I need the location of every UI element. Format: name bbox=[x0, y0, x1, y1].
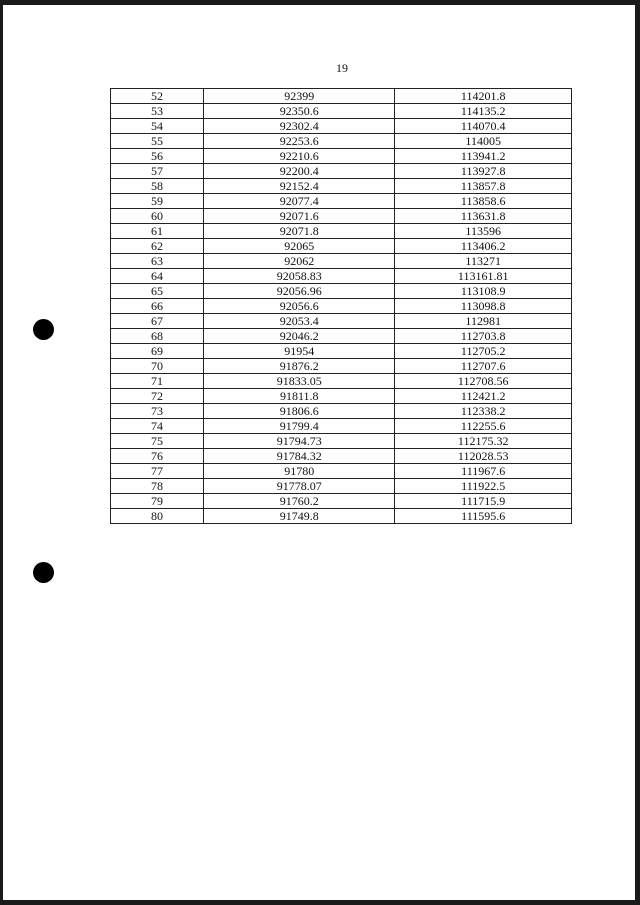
table-cell: 92077.4 bbox=[204, 194, 395, 209]
table-cell: 73 bbox=[111, 404, 204, 419]
table-cell: 91749.8 bbox=[204, 509, 395, 524]
table-row bbox=[111, 464, 572, 479]
table-row bbox=[111, 134, 572, 149]
table-cell: 91833.05 bbox=[204, 374, 395, 389]
table-cell: 113406.2 bbox=[395, 239, 572, 254]
table-cell: 91876.2 bbox=[204, 359, 395, 374]
table-row bbox=[111, 104, 572, 119]
table-row bbox=[111, 494, 572, 509]
table-row bbox=[111, 299, 572, 314]
table-row bbox=[111, 344, 572, 359]
table-row bbox=[111, 374, 572, 389]
table-cell: 92046.2 bbox=[204, 329, 395, 344]
table-row bbox=[111, 389, 572, 404]
table-cell: 92253.6 bbox=[204, 134, 395, 149]
table-row bbox=[111, 509, 572, 524]
table-cell: 113161.81 bbox=[395, 269, 572, 284]
table-cell: 55 bbox=[111, 134, 204, 149]
table-cell: 53 bbox=[111, 104, 204, 119]
table-cell: 76 bbox=[111, 449, 204, 464]
table-cell: 67 bbox=[111, 314, 204, 329]
table-row bbox=[111, 284, 572, 299]
table-cell: 112705.2 bbox=[395, 344, 572, 359]
table-row bbox=[111, 224, 572, 239]
table-cell: 91778.07 bbox=[204, 479, 395, 494]
table-cell: 59 bbox=[111, 194, 204, 209]
table-row bbox=[111, 119, 572, 134]
table-cell: 92152.4 bbox=[204, 179, 395, 194]
table-row bbox=[111, 179, 572, 194]
table-cell: 92302.4 bbox=[204, 119, 395, 134]
table-cell: 92071.8 bbox=[204, 224, 395, 239]
table-cell: 91799.4 bbox=[204, 419, 395, 434]
table-cell: 58 bbox=[111, 179, 204, 194]
table-body bbox=[111, 89, 572, 524]
table-cell: 91760.2 bbox=[204, 494, 395, 509]
table-row bbox=[111, 269, 572, 284]
table-row bbox=[111, 479, 572, 494]
table-cell: 92062 bbox=[204, 254, 395, 269]
table-cell: 112708.56 bbox=[395, 374, 572, 389]
table-cell: 77 bbox=[111, 464, 204, 479]
table-cell: 56 bbox=[111, 149, 204, 164]
table-cell: 114070.4 bbox=[395, 119, 572, 134]
table-cell: 113858.6 bbox=[395, 194, 572, 209]
table-row bbox=[111, 254, 572, 269]
table-row bbox=[111, 329, 572, 344]
table-cell: 54 bbox=[111, 119, 204, 134]
table-cell: 113098.8 bbox=[395, 299, 572, 314]
table-cell: 112175.32 bbox=[395, 434, 572, 449]
table-cell: 68 bbox=[111, 329, 204, 344]
table-cell: 72 bbox=[111, 389, 204, 404]
punch-hole-mark bbox=[33, 562, 54, 583]
table-cell: 52 bbox=[111, 89, 204, 104]
table-cell: 79 bbox=[111, 494, 204, 509]
table-cell: 62 bbox=[111, 239, 204, 254]
punch-hole-mark bbox=[33, 319, 54, 340]
table-cell: 112255.6 bbox=[395, 419, 572, 434]
table-cell: 61 bbox=[111, 224, 204, 239]
table-cell: 114135.2 bbox=[395, 104, 572, 119]
table-cell: 111967.6 bbox=[395, 464, 572, 479]
table-cell: 78 bbox=[111, 479, 204, 494]
table-cell: 112703.8 bbox=[395, 329, 572, 344]
table-cell: 92056.6 bbox=[204, 299, 395, 314]
table-cell: 92056.96 bbox=[204, 284, 395, 299]
table-cell: 91794.73 bbox=[204, 434, 395, 449]
table-cell: 113271 bbox=[395, 254, 572, 269]
table-cell: 60 bbox=[111, 209, 204, 224]
page-number: 19 bbox=[336, 61, 348, 75]
table-cell: 92058.83 bbox=[204, 269, 395, 284]
table-cell: 114005 bbox=[395, 134, 572, 149]
table-cell: 112707.6 bbox=[395, 359, 572, 374]
table-cell: 63 bbox=[111, 254, 204, 269]
table-cell: 113927.8 bbox=[395, 164, 572, 179]
table-cell: 64 bbox=[111, 269, 204, 284]
table-cell: 91811.8 bbox=[204, 389, 395, 404]
table-cell: 71 bbox=[111, 374, 204, 389]
table-cell: 92053.4 bbox=[204, 314, 395, 329]
table-cell: 75 bbox=[111, 434, 204, 449]
table-row bbox=[111, 359, 572, 374]
table-cell: 113941.2 bbox=[395, 149, 572, 164]
table-cell: 112981 bbox=[395, 314, 572, 329]
table-cell: 92399 bbox=[204, 89, 395, 104]
table-row bbox=[111, 209, 572, 224]
table-cell: 80 bbox=[111, 509, 204, 524]
table-cell: 113857.8 bbox=[395, 179, 572, 194]
table-cell: 113108.9 bbox=[395, 284, 572, 299]
table-cell: 111595.6 bbox=[395, 509, 572, 524]
table-cell: 111922.5 bbox=[395, 479, 572, 494]
table-row bbox=[111, 404, 572, 419]
table-row bbox=[111, 239, 572, 254]
table-cell: 65 bbox=[111, 284, 204, 299]
table-cell: 74 bbox=[111, 419, 204, 434]
table-cell: 113596 bbox=[395, 224, 572, 239]
table-row bbox=[111, 194, 572, 209]
table-cell: 70 bbox=[111, 359, 204, 374]
table-cell: 113631.8 bbox=[395, 209, 572, 224]
table-cell: 92210.6 bbox=[204, 149, 395, 164]
table-cell: 91954 bbox=[204, 344, 395, 359]
table-cell: 92065 bbox=[204, 239, 395, 254]
table-cell: 92071.6 bbox=[204, 209, 395, 224]
table-cell: 57 bbox=[111, 164, 204, 179]
table-row bbox=[111, 419, 572, 434]
table-cell: 92350.6 bbox=[204, 104, 395, 119]
table-row bbox=[111, 149, 572, 164]
table-cell: 112338.2 bbox=[395, 404, 572, 419]
table-row bbox=[111, 449, 572, 464]
table-cell: 114201.8 bbox=[395, 89, 572, 104]
table-row bbox=[111, 164, 572, 179]
table-cell: 91780 bbox=[204, 464, 395, 479]
table-cell: 91806.6 bbox=[204, 404, 395, 419]
table-cell: 91784.32 bbox=[204, 449, 395, 464]
table-cell: 69 bbox=[111, 344, 204, 359]
table-row bbox=[111, 434, 572, 449]
data-table bbox=[110, 88, 572, 524]
table-cell: 111715.9 bbox=[395, 494, 572, 509]
table-row bbox=[111, 314, 572, 329]
table-row bbox=[111, 89, 572, 104]
table-cell: 112421.2 bbox=[395, 389, 572, 404]
table-cell: 66 bbox=[111, 299, 204, 314]
table-cell: 112028.53 bbox=[395, 449, 572, 464]
table-cell: 92200.4 bbox=[204, 164, 395, 179]
